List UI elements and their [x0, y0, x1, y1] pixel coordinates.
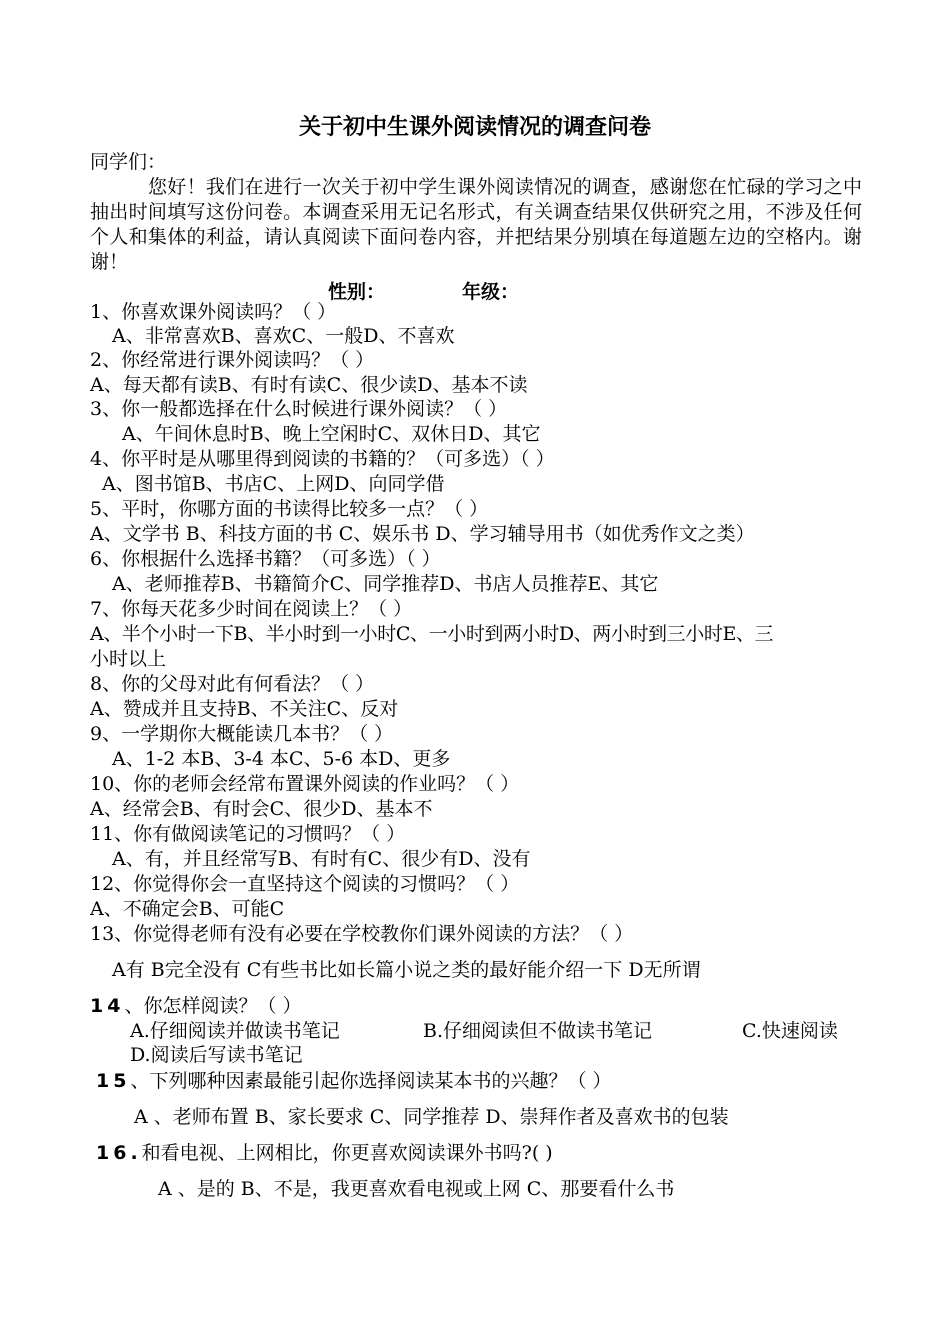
question-2-options: A、每天都有读B、有时有读C、很少读D、基本不读	[90, 374, 528, 396]
question-14	[90, 994, 302, 1018]
question-14-option-a: A.仔细阅读并做读书笔记	[130, 1020, 340, 1042]
question-7-options-cont: 小时以上	[90, 648, 167, 670]
question-10-options: A、经常会B、有时会C、很少D、基本不	[90, 798, 433, 820]
question-3: 3、你一般都选择在什么时候进行课外阅读？（ ）	[90, 398, 508, 420]
question-5: 5、平时，你哪方面的书读得比较多一点？（ ）	[90, 498, 489, 520]
question-14-number: 14	[90, 995, 125, 1017]
question-5-options: A、文学书 B、科技方面的书 C、娱乐书 D、学习辅导用书（如优秀作文之类）	[90, 523, 755, 545]
question-16-text: 和看电视、上网相比，你更喜欢阅读课外书吗?( )	[141, 1142, 553, 1164]
greeting: 同学们：	[90, 151, 167, 173]
document-title: 关于初中生课外阅读情况的调查问卷	[298, 115, 651, 140]
question-4: 4、你平时是从哪里得到阅读的书籍的？（可多选）（ ）	[90, 448, 555, 470]
question-16-number: 16.	[96, 1142, 142, 1164]
grade-field-label: 年级：	[462, 281, 520, 303]
question-14-option-d: D.阅读后写读书笔记	[130, 1044, 303, 1066]
question-11: 11、你有做阅读笔记的习惯吗？（ ）	[90, 823, 406, 845]
question-10: 10、你的老师会经常布置课外阅读的作业吗？（ ）	[90, 773, 520, 795]
question-13: 13、你觉得老师有没有必要在学校教你们课外阅读的方法？（ ）	[90, 923, 634, 945]
question-16-options: A 、是的 B、不是，我更喜欢看电视或上网 C、那要看什么书	[158, 1178, 675, 1200]
question-6: 6、你根据什么选择书籍？（可多选）（ ）	[90, 548, 441, 570]
question-14-option-c: C.快速阅读	[742, 1020, 838, 1042]
gender-field-label: 性别：	[328, 281, 386, 303]
question-2: 2、你经常进行课外阅读吗？（ ）	[90, 349, 375, 371]
question-1-options: A、非常喜欢B、喜欢C、一般D、不喜欢	[112, 325, 455, 347]
question-9-options: A、1-2 本B、3-4 本C、5-6 本D、更多	[112, 748, 451, 770]
question-12: 12、你觉得你会一直坚持这个阅读的习惯吗？（ ）	[90, 873, 520, 895]
question-14-text: 、你怎样阅读？（ ）	[124, 995, 302, 1017]
question-15	[96, 1069, 612, 1093]
question-1: 1、你喜欢课外阅读吗？（ ）	[90, 301, 337, 323]
question-12-options: A、不确定会B、可能C	[90, 898, 285, 920]
question-8-options: A、赞成并且支持B、不关注C、反对	[90, 698, 399, 720]
question-6-options: A、老师推荐B、书籍简介C、同学推荐D、书店人员推荐E、其它	[112, 573, 659, 595]
question-14-option-b: B.仔细阅读但不做读书笔记	[423, 1020, 653, 1042]
question-13-options: A有 B完全没有 C有些书比如长篇小说之类的最好能介绍一下 D无所谓	[112, 959, 701, 981]
question-16	[96, 1141, 553, 1165]
question-8: 8、你的父母对此有何看法？（ ）	[90, 673, 375, 695]
question-11-options: A、有，并且经常写B、有时有C、很少有D、没有	[112, 848, 531, 870]
question-15-options: A 、老师布置 B、家长要求 C、同学推荐 D、崇拜作者及喜欢书的包装	[134, 1106, 729, 1128]
question-7-options: A、半个小时一下B、半小时到一小时C、一小时到两小时D、两小时到三小时E、三	[90, 623, 774, 645]
question-4-options: A、图书馆B、书店C、上网D、向同学借	[102, 473, 445, 495]
question-9: 9、一学期你大概能读几本书？（ ）	[90, 723, 394, 745]
intro-paragraph: 您好！我们在进行一次关于初中学生课外阅读情况的调查，感谢您在忙碌的学习之中抽出时间填写这份问卷。本调查采用无记名形式，有关调查结果仅供研究之用，不涉及任何个人和集体的利益，请认真阅读下面问卷内容，并把结果分别填在每道题左边的空格内。谢谢！	[90, 176, 862, 273]
question-7: 7、你每天花多少时间在阅读上？（ ）	[90, 598, 413, 620]
question-15-number: 15	[96, 1070, 131, 1092]
question-15-text: 、下列哪种因素最能引起你选择阅读某本书的兴趣？（ ）	[130, 1070, 612, 1092]
question-3-options: A、午间休息时B、晚上空闲时C、双休日D、其它	[122, 423, 541, 445]
